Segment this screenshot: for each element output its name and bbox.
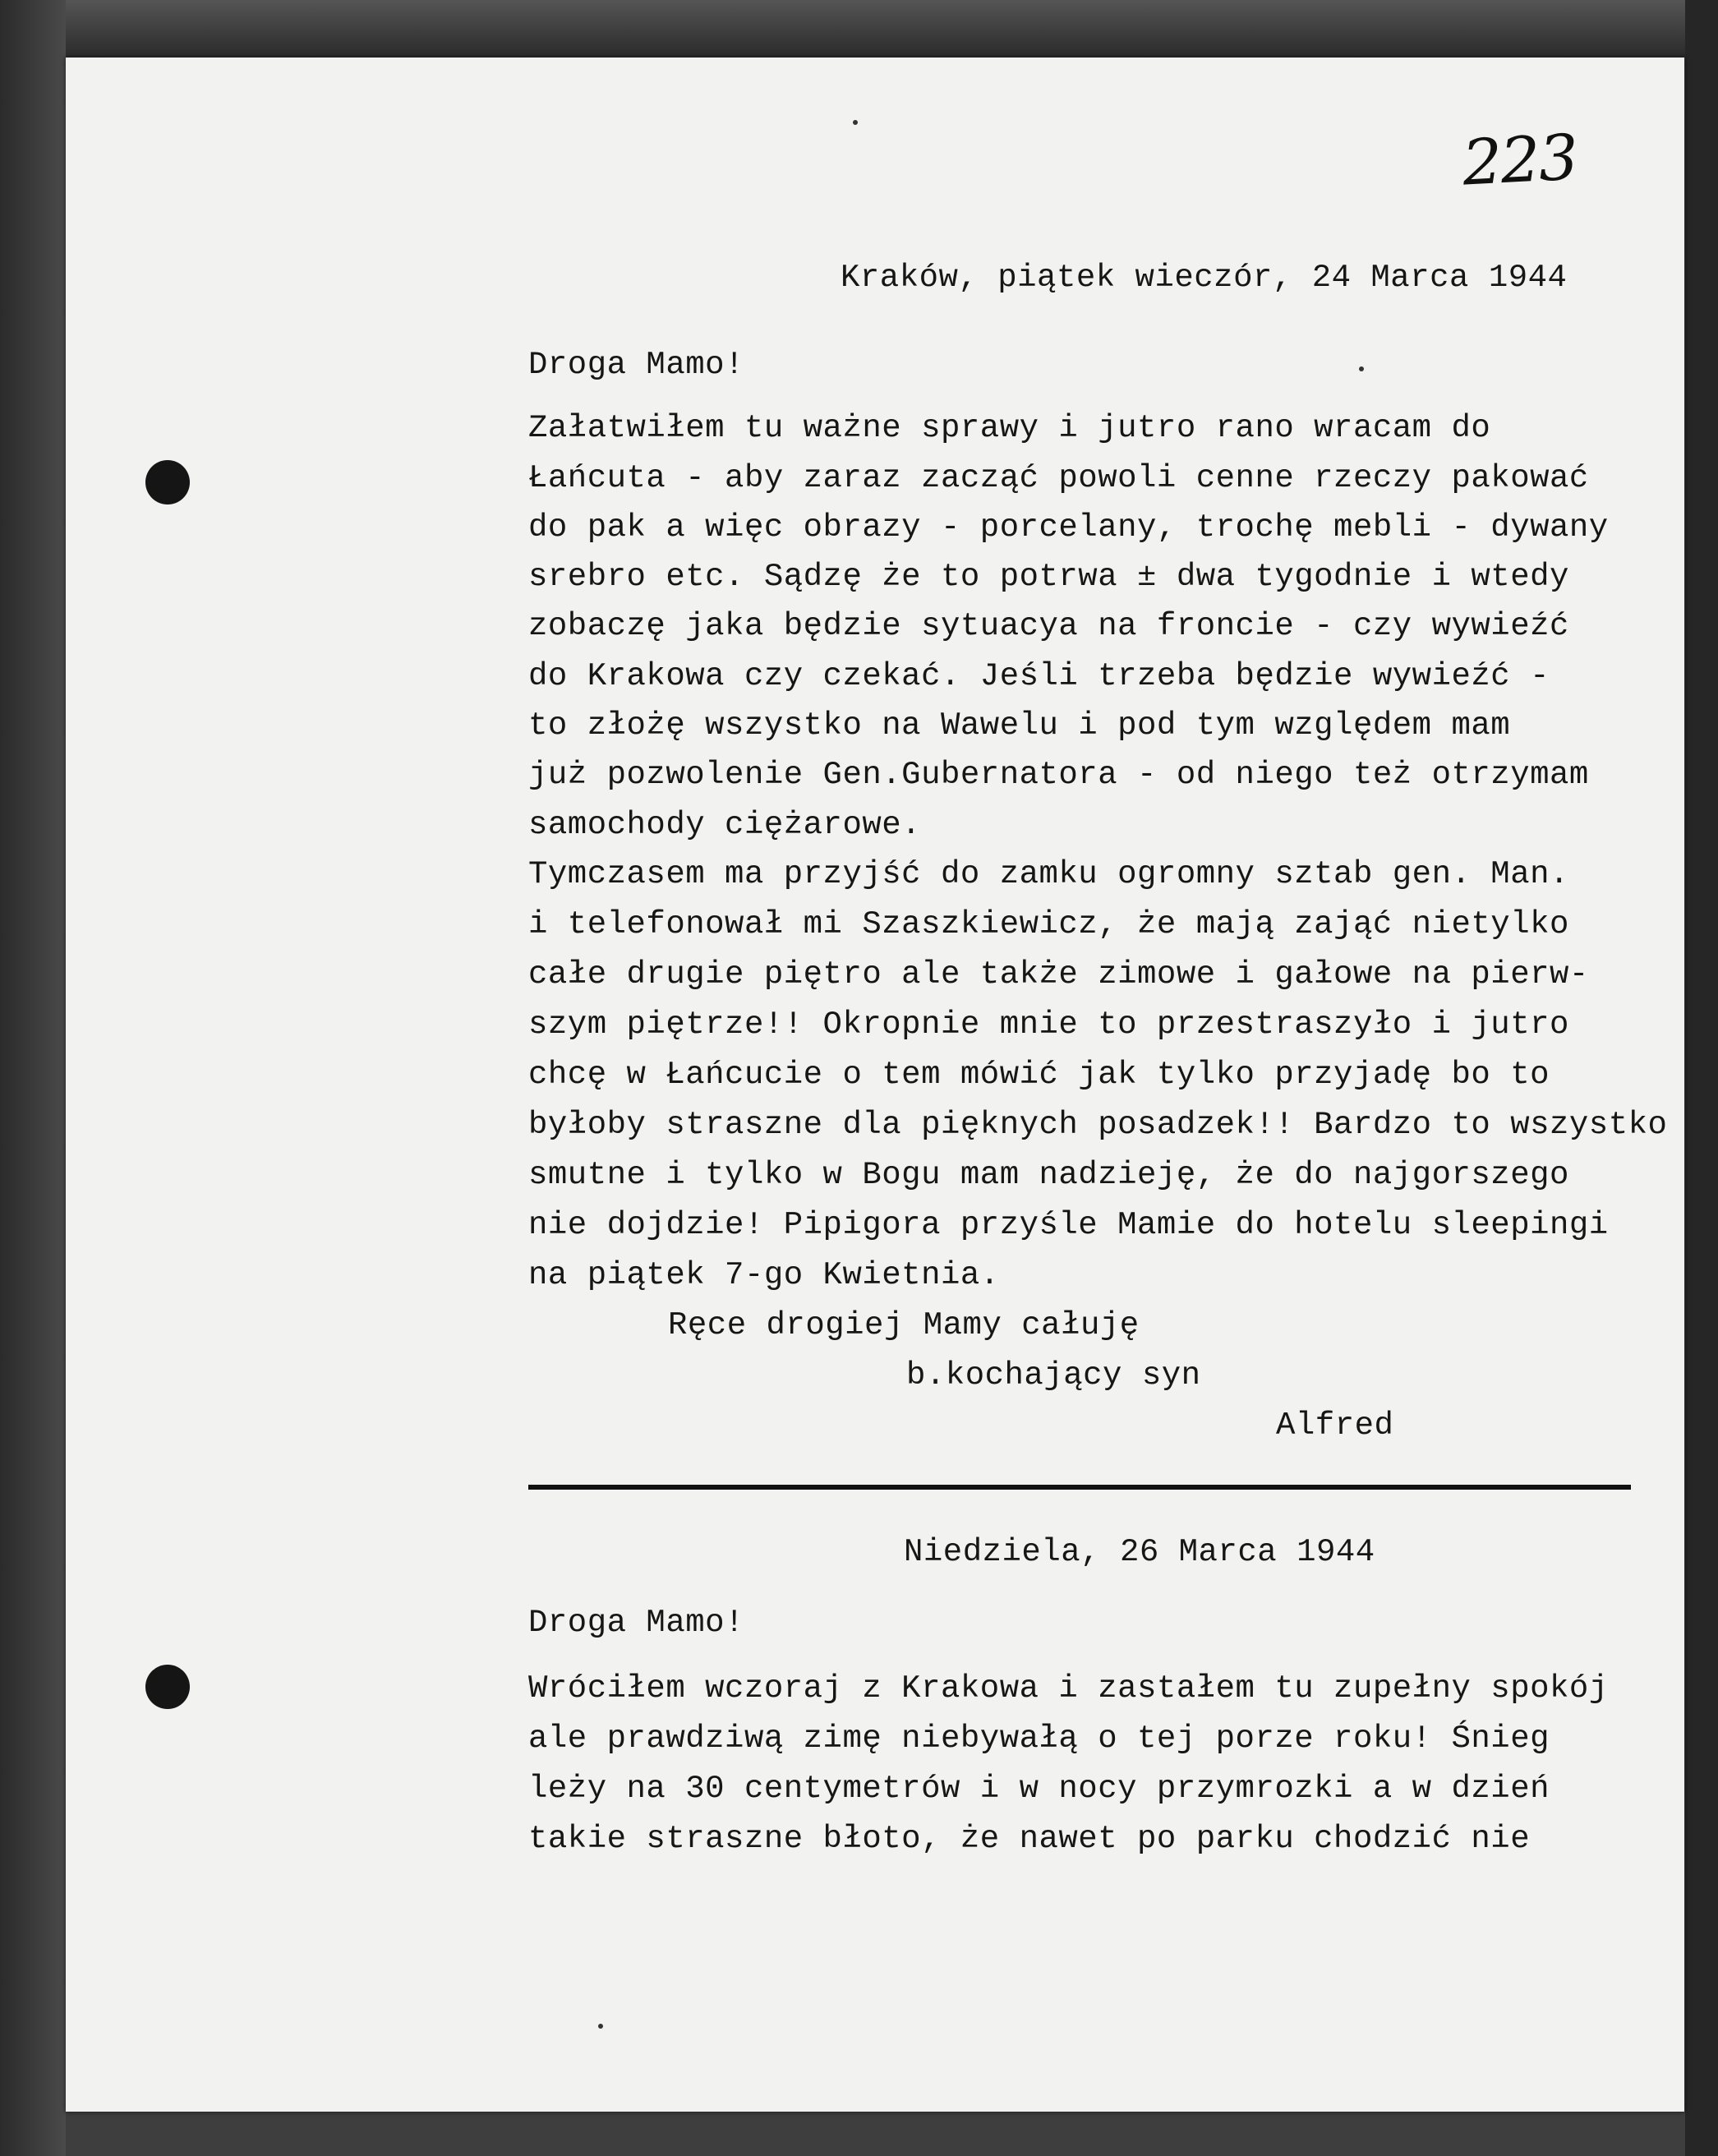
punch-hole — [145, 460, 190, 504]
body-line: szym piętrze!! Okropnie mnie to przestraszyło i jutro — [528, 1007, 1569, 1043]
salutation: Droga Mamo! — [528, 347, 744, 383]
body-line: srebro etc. Sądzę że to potrwa ± dwa tygodnie i wtedy — [528, 559, 1569, 595]
body-line: Łańcuta - aby zaraz zacząć powoli cenne rzeczy pakować — [528, 460, 1589, 496]
scan-border-top — [0, 0, 1718, 58]
scan-border-left — [0, 0, 66, 2156]
body-line: ale prawdziwą zimę niebywałą o tej porze roku! Śnieg — [528, 1721, 1550, 1757]
dateline: Kraków, piątek wieczór, 24 Marca 1944 — [841, 260, 1568, 296]
body-line: na piątek 7-go Kwietnia. — [528, 1257, 1000, 1293]
body-line: zobaczę jaka będzie sytuacya na froncie - czy wywieźć — [528, 608, 1569, 644]
body-line: byłoby straszne dla pięknych posadzek!! Bardzo to wszystko — [528, 1107, 1668, 1143]
scan-border-right — [1685, 0, 1718, 2156]
punch-hole — [145, 1665, 190, 1709]
sign-off: b.kochający syn — [906, 1357, 1201, 1394]
scan-speck — [1359, 366, 1364, 371]
body-line: do Krakowa czy czekać. Jeśli trzeba będzie wywieźć - — [528, 658, 1550, 694]
body-line: już pozwolenie Gen.Gubernatora - od niego też otrzymam — [528, 757, 1589, 793]
salutation: Droga Mamo! — [528, 1605, 744, 1641]
page-number: 223 — [1460, 120, 1579, 200]
body-line: do pak a więc obrazy - porcelany, trochę mebli - dywany — [528, 509, 1609, 546]
body-line: całe drugie piętro ale także zimowe i gałowe na pierw- — [528, 956, 1589, 993]
body-line: Tymczasem ma przyjść do zamku ogromny sztab gen. Man. — [528, 856, 1569, 892]
section-divider — [528, 1485, 1631, 1490]
dateline: Niedziela, 26 Marca 1944 — [904, 1534, 1375, 1570]
scan-speck — [598, 2024, 603, 2029]
body-line: takie straszne błoto, że nawet po parku chodzić nie — [528, 1821, 1531, 1857]
body-line: Wróciłem wczoraj z Krakowa i zastałem tu zupełny spokój — [528, 1670, 1609, 1707]
body-line: nie dojdzie! Pipigora przyśle Mamie do hotelu sleepingi — [528, 1207, 1609, 1243]
body-line: i telefonował mi Szaszkiewicz, że mają zająć nietylko — [528, 906, 1569, 942]
signature: Alfred — [1276, 1407, 1394, 1444]
body-line: to złożę wszystko na Wawelu i pod tym względem mam — [528, 707, 1511, 744]
body-line: leży na 30 centymetrów i w nocy przymrozki a w dzień — [528, 1771, 1550, 1807]
body-line: Załatwiłem tu ważne sprawy i jutro rano wracam do — [528, 410, 1491, 446]
body-line: smutne i tylko w Bogu mam nadzieję, że do najgorszego — [528, 1157, 1569, 1193]
closing: Ręce drogiej Mamy całuję — [668, 1307, 1140, 1343]
body-line: chcę w Łańcucie o tem mówić jak tylko przyjadę bo to — [528, 1057, 1550, 1093]
body-line: samochody ciężarowe. — [528, 807, 922, 843]
scan-speck — [853, 120, 858, 125]
